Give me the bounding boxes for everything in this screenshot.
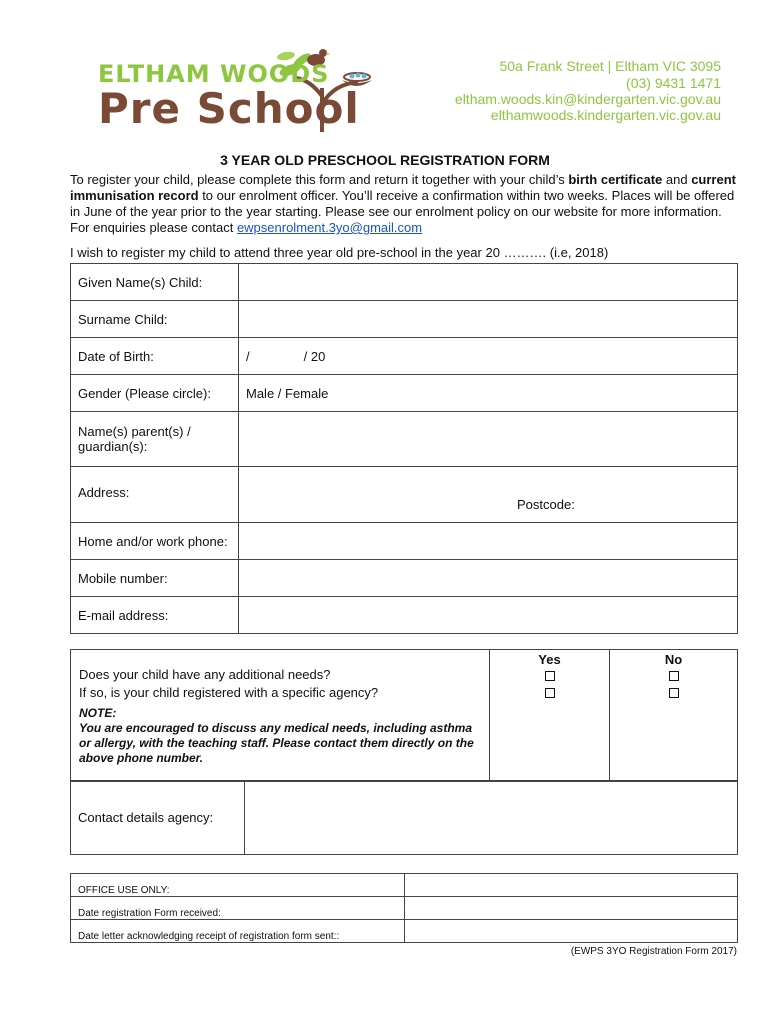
table-row: [71, 874, 738, 897]
logo-text-preschool: Pre School: [98, 84, 360, 133]
home-phone-label: Home and/or work phone:: [71, 523, 239, 560]
surname-field[interactable]: [239, 301, 738, 338]
letter-label: Date letter acknowledging receipt of registration form sent::: [71, 920, 405, 943]
header-phone: (03) 9431 1471: [626, 75, 721, 91]
child-details-table: [70, 263, 738, 634]
note-label: NOTE:: [79, 706, 117, 720]
address-label: Address:: [71, 467, 239, 523]
needs-question-2: If so, is your child registered with a specific agency?: [79, 685, 379, 700]
gender-options[interactable]: Male / Female: [239, 375, 738, 412]
agency-table: [70, 780, 738, 855]
needs-question-1: Does your child have any additional needs?: [79, 667, 331, 682]
table-row: [71, 301, 738, 338]
dob-label: Date of Birth:: [71, 338, 239, 375]
no-header: No: [664, 652, 683, 667]
mobile-field[interactable]: [239, 560, 738, 597]
form-footer: (EWPS 3YO Registration Form 2017): [570, 946, 737, 957]
postcode-label: Postcode:: [517, 497, 575, 512]
parents-field[interactable]: [239, 412, 738, 467]
intro-bold-birth-certificate: birth certificate: [568, 172, 663, 187]
agency-field[interactable]: [245, 781, 738, 855]
intro-bold-immunisation: current immunisation record: [70, 172, 736, 203]
no-checkbox-agency[interactable]: [669, 688, 679, 698]
email-field[interactable]: [239, 597, 738, 634]
received-field[interactable]: [405, 897, 738, 920]
table-row: [71, 560, 738, 597]
given-name-field[interactable]: [239, 264, 738, 301]
agency-label: Contact details agency:: [71, 781, 245, 855]
table-row: [71, 897, 738, 920]
intro-text-2: and: [662, 172, 692, 187]
enrolment-email-link[interactable]: ewpsenrolment.3yo@gmail.com: [236, 220, 423, 235]
parents-label: Name(s) parent(s) / guardian(s):: [71, 412, 239, 467]
register-year-line: I wish to register my child to attend three year old pre-school in the year 20 ………. (i.e, 2018): [70, 245, 609, 260]
mobile-label: Mobile number:: [71, 560, 239, 597]
form-title: 3 YEAR OLD PRESCHOOL REGISTRATION FORM: [220, 152, 550, 168]
table-row: [71, 781, 738, 855]
office-use-table: [70, 873, 738, 943]
intro-paragraph: [70, 172, 742, 236]
table-row: [71, 597, 738, 634]
address-field[interactable]: [239, 467, 738, 523]
email-label: E-mail address:: [71, 597, 239, 634]
table-row: [71, 264, 738, 301]
received-label: Date registration Form received:: [71, 897, 405, 920]
given-name-label: Given Name(s) Child:: [71, 264, 239, 301]
dob-slash: /: [246, 348, 250, 364]
surname-label: Surname Child:: [71, 301, 239, 338]
logo-text-eltham-woods: ELTHAM WOODS: [98, 60, 330, 88]
additional-needs-table: [70, 649, 738, 782]
no-checkbox-needs[interactable]: [669, 671, 679, 681]
table-row: [71, 338, 738, 375]
dob-year-prefix: / 20: [303, 348, 326, 364]
header-email[interactable]: eltham.woods.kin@kindergarten.vic.gov.au: [454, 91, 721, 107]
table-row: [71, 375, 738, 412]
table-row: [71, 523, 738, 560]
header-website[interactable]: elthamwoods.kindergarten.vic.gov.au: [490, 107, 721, 123]
table-row: [71, 920, 738, 943]
table-row: [71, 650, 738, 782]
header-address: 50a Frank Street | Eltham VIC 3095: [499, 58, 721, 74]
needs-questions: [71, 650, 490, 782]
letter-field[interactable]: [405, 920, 738, 943]
intro-text-3: to our enrolment officer. You’ll receive a confirmation within two weeks. Places will be offered in June of the year prior to the year starting. Please see our enrolment policy on our website for more information. For enquiries please contact: [70, 188, 735, 235]
yes-checkbox-agency[interactable]: [545, 688, 555, 698]
yes-column: [490, 650, 610, 782]
home-phone-field[interactable]: [239, 523, 738, 560]
office-use-blank: [405, 874, 738, 897]
yes-checkbox-needs[interactable]: [545, 671, 555, 681]
office-use-title: OFFICE USE ONLY:: [71, 874, 405, 897]
intro-text-1: To register your child, please complete this form and return it together with your child’s: [70, 172, 569, 187]
table-row: [71, 467, 738, 523]
dob-field[interactable]: [239, 338, 738, 375]
note-text: You are encouraged to discuss any medical needs, including asthma or allergy, with the teaching staff. Please contact them directly on the above phone number.: [79, 721, 474, 765]
gender-label: Gender (Please circle):: [71, 375, 239, 412]
table-row: [71, 412, 738, 467]
no-column: [610, 650, 738, 782]
yes-header: Yes: [538, 652, 561, 667]
